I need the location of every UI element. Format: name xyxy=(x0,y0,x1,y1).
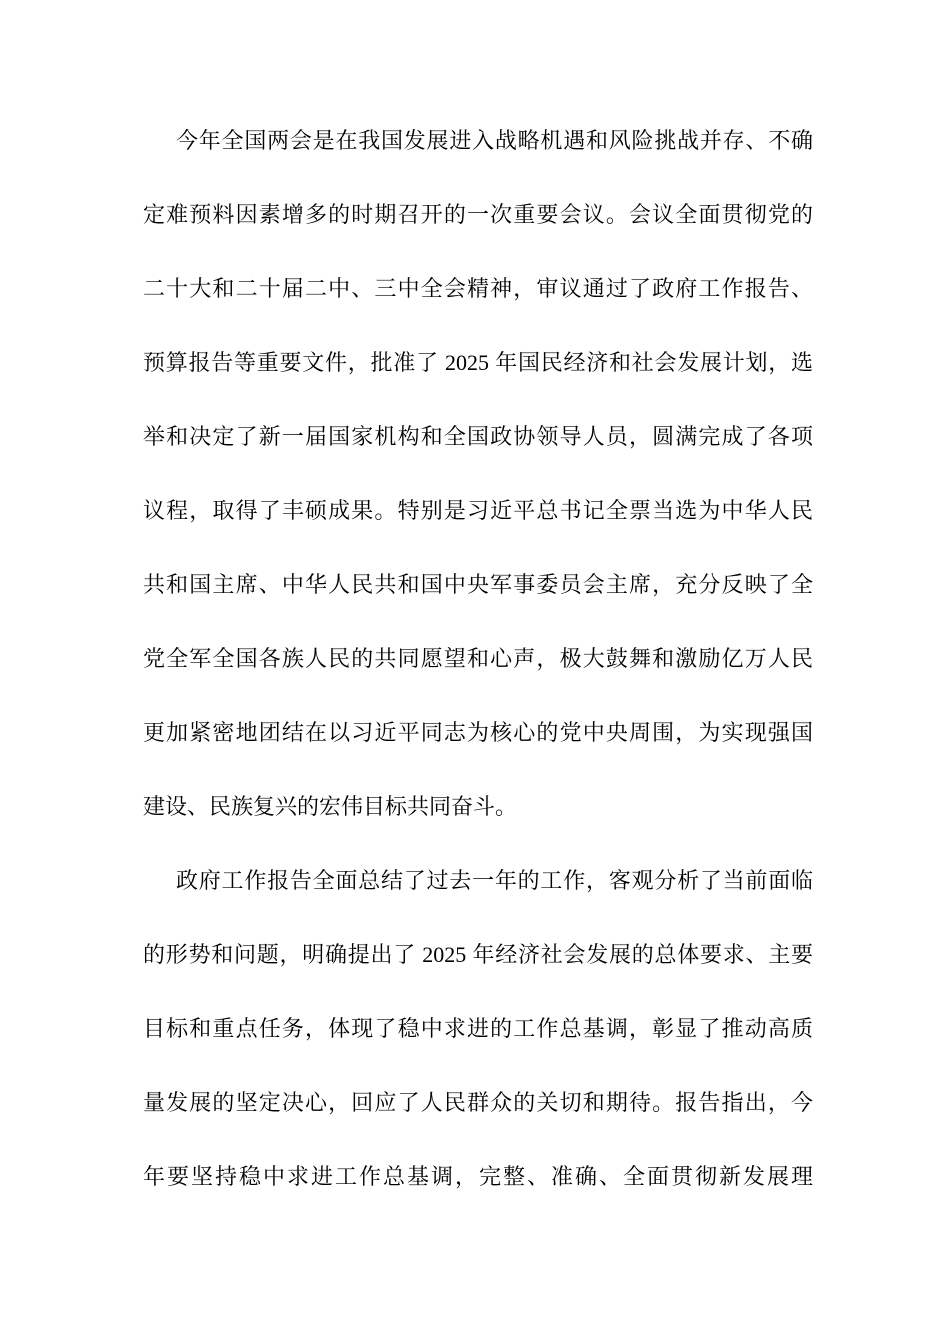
text-line: 预算报告等重要文件，批准了 2025 年国民经济和社会发展计划，选 xyxy=(143,350,813,375)
text-line: 建设、民族复兴的宏伟目标共同奋斗。 xyxy=(143,794,518,819)
text-line: 今年全国两会是在我国发展进入战略机遇和风险挑战并存、不确 xyxy=(176,128,813,153)
paragraph xyxy=(143,844,813,1214)
text-line: 共和国主席、中华人民共和国中央军事委员会主席，充分反映了全 xyxy=(143,572,813,597)
text-line: 二十大和二十届二中、三中全会精神，审议通过了政府工作报告、 xyxy=(143,276,813,301)
text-line: 量发展的坚定决心，回应了人民群众的关切和期待。报告指出，今 xyxy=(143,1090,813,1115)
text-line: 举和决定了新一届国家机构和全国政协领导人员，圆满完成了各项 xyxy=(143,424,813,449)
text-line: 政府工作报告全面总结了过去一年的工作，客观分析了当前面临 xyxy=(176,868,813,893)
text-line: 党全军全国各族人民的共同愿望和心声，极大鼓舞和激励亿万人民 xyxy=(143,646,813,671)
text-line: 更加紧密地团结在以习近平同志为核心的党中央周围，为实现强国 xyxy=(143,720,813,745)
text-line: 议程，取得了丰硕成果。特别是习近平总书记全票当选为中华人民 xyxy=(143,498,813,523)
paragraph xyxy=(143,104,813,844)
text-line: 年要坚持稳中求进工作总基调，完整、准确、全面贯彻新发展理 xyxy=(143,1164,813,1189)
text-line: 的形势和问题，明确提出了 2025 年经济社会发展的总体要求、主要 xyxy=(143,942,813,967)
text-line: 目标和重点任务，体现了稳中求进的工作总基调，彰显了推动高质 xyxy=(143,1016,813,1041)
text-line: 定难预料因素增多的时期召开的一次重要会议。会议全面贯彻党的 xyxy=(143,202,813,227)
